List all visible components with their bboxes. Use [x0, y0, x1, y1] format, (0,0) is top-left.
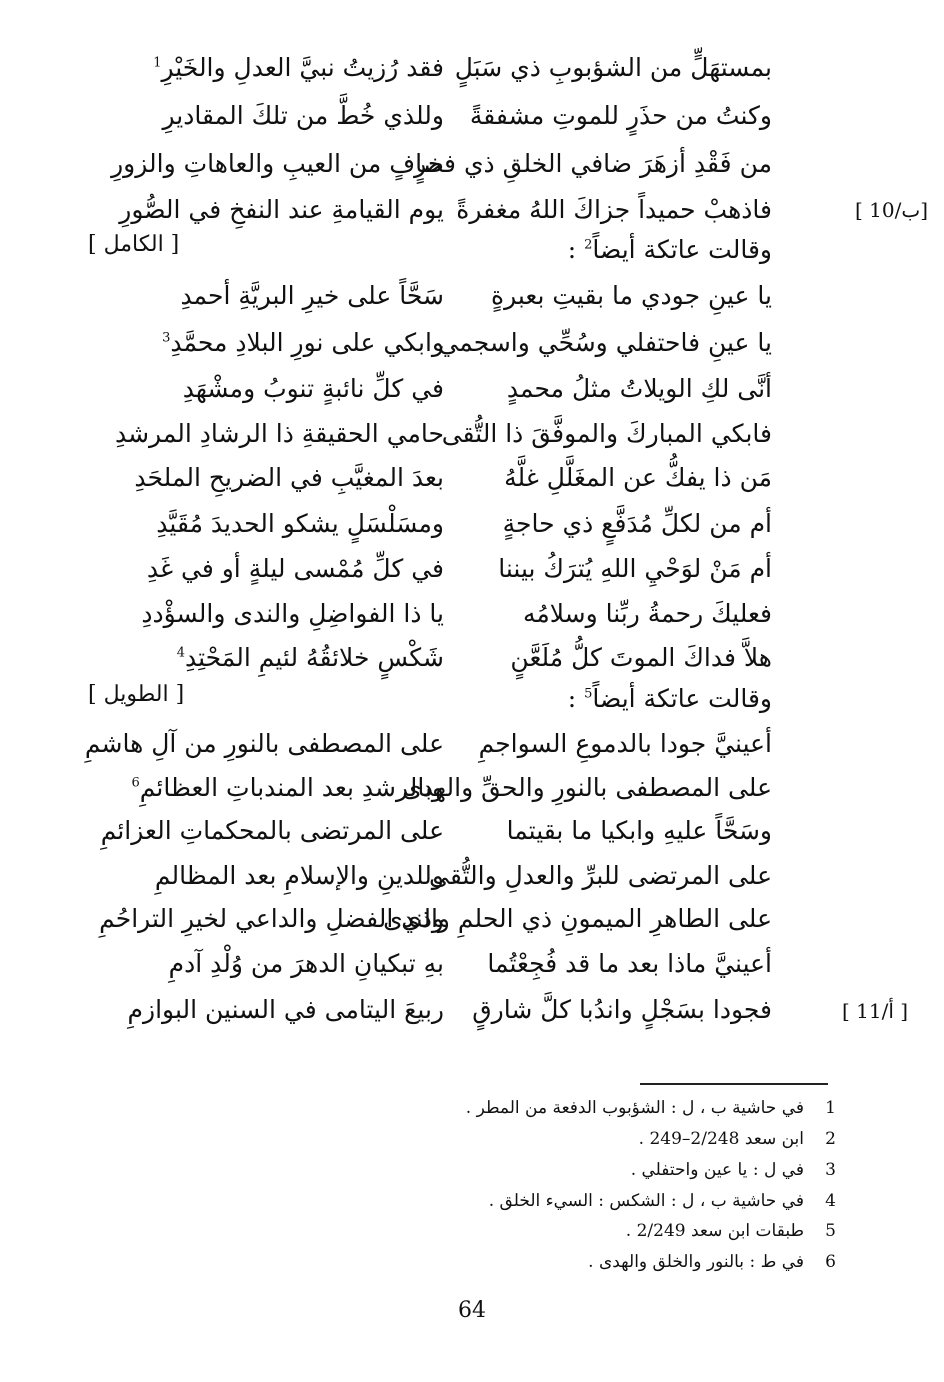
- verse-text: وابكي على نورِ البلادِ محمَّدِ: [170, 328, 444, 357]
- verse-right: فاذهبْ حميداً جزاكَ اللهُ مغفرةً: [456, 195, 772, 224]
- poem-intro: [568, 234, 772, 266]
- verse-right: وسَحَّاً عليهِ وابكيا ما بقيتما: [506, 816, 772, 845]
- verse-right: أعينيَّ ماذا بعد ما قد فُجِعْتُما: [487, 949, 772, 978]
- verse-left: ومسَلْسَلٍ يشكو الحديدَ مُقَيَّدِ: [156, 509, 444, 538]
- verse-text: شَكْسٍ خلائقُهُ لئيمِ المَحْتِدِ: [184, 643, 444, 672]
- folio-marker: [ 10/ب]: [855, 198, 928, 222]
- footnote-rule: [640, 1083, 828, 1085]
- verse-left: وذي الفضلِ والداعي لخيرِ التراحُمِ: [99, 904, 444, 933]
- footnote-number: 5: [825, 1221, 836, 1241]
- verse-text: وبالرشدِ بعد المندباتِ العظائمِ: [139, 773, 444, 802]
- verse-left: في كلِّ مُمْسى ليلةٍ أو في غَدِ: [146, 554, 444, 583]
- footnote-text: في حاشية ب ، ل : الشكس : السيء الخلق .: [488, 1191, 804, 1211]
- footnote-text: في ط : بالنور والخلق والهدى .: [588, 1252, 804, 1272]
- verse-left: على المصطفى بالنورِ من آلِ هاشمِ: [84, 729, 444, 758]
- verse-left: بهِ تبكيانِ الدهرَ من وُلْدِ آدمِ: [168, 949, 444, 978]
- footnote-number: 4: [825, 1191, 836, 1211]
- intro-text: وقالت عاتكة أيضاً: [592, 684, 772, 713]
- poem-intro: [568, 683, 772, 715]
- verse-right: فجودا بسَجْلٍ واندُبا كلَّ شارقٍ: [472, 995, 772, 1024]
- verse-left: حامي الحقيقةِ ذا الرشادِ المرشدِ: [114, 419, 444, 448]
- verse-left: وللدينِ والإسلامِ بعد المظالمِ: [154, 861, 444, 890]
- verse-right: أعينيَّ جودا بالدموعِ السواجمِ: [478, 729, 772, 758]
- footnote-ref: 4: [176, 645, 185, 661]
- verse-right: أنَّى لكِ الويلاتُ مثلُ محمدٍ: [506, 374, 772, 403]
- intro-colon: :: [567, 235, 585, 264]
- meter-label: [ الطويل ]: [88, 682, 185, 707]
- verse-left: صافٍ من العيبِ والعاهاتِ والزورِ: [111, 149, 444, 178]
- footnote-ref: 1: [153, 55, 162, 71]
- verse-left: بعدَ المغيَّبِ في الضريحِ الملحَدِ: [134, 463, 444, 492]
- intro-text: وقالت عاتكة أيضاً: [592, 235, 772, 264]
- footnote: [489, 1189, 836, 1213]
- verse-left: يا ذا الفواضِلِ والندى والسؤْددِ: [141, 599, 444, 628]
- footnote: [626, 1219, 836, 1243]
- page-number: 64: [458, 1298, 486, 1323]
- footnote: [466, 1096, 836, 1120]
- verse-left: [99, 772, 444, 804]
- verse-right: فعليكَ رحمةُ ربِّنا وسلامُه: [522, 599, 772, 628]
- footnote-number: 3: [825, 1160, 836, 1180]
- verse-right: وكنتُ من حذَرٍ للموتِ مشفقةً: [469, 101, 772, 130]
- footnote-ref: 5: [584, 686, 593, 702]
- footnote: [631, 1158, 836, 1182]
- footnote-text: في حاشية ب ، ل : الشؤبوب الدفعة من المطر .: [465, 1098, 804, 1118]
- footnote-text: ابن سعد 2/248–249 .: [638, 1129, 804, 1149]
- footnote: [639, 1127, 836, 1151]
- verse-left: [99, 642, 444, 674]
- footnote: [588, 1250, 836, 1274]
- verse-right: بمستهَلٍّ من الشؤبوبِ ذي سَبَلٍ: [454, 53, 772, 82]
- folio-marker: [ 11/أ ]: [842, 999, 909, 1023]
- verse-left: [99, 327, 444, 359]
- verse-right: من فَقْدِ أزهَرَ ضافي الخلقِ ذي فخرٍ: [414, 149, 772, 178]
- verse-right: هلاَّ فداكَ الموتَ كلُّ مُلَعَّنٍ: [510, 643, 772, 672]
- verse-left: على المرتضى بالمحكماتِ العزائمِ: [100, 816, 444, 845]
- footnote-ref: 3: [162, 330, 171, 346]
- verse-left: في كلِّ نائبةٍ تنوبُ ومشْهَدِ: [182, 374, 444, 403]
- intro-colon: :: [567, 684, 585, 713]
- footnote-number: 1: [825, 1098, 836, 1118]
- footnote-number: 6: [825, 1252, 836, 1272]
- verse-left: يوم القيامةِ عند النفخِ في الصُّورِ: [119, 195, 444, 224]
- verse-right: على المرتضى للبرِّ والعدلِ والتُّقى: [429, 861, 772, 890]
- meter-label: [ الكامل ]: [88, 232, 180, 257]
- verse-left: ربيعَ اليتامى في السنين البوازمِ: [127, 995, 444, 1024]
- verse-text: فقد رُزيتُ نبيَّ العدلِ والخَيْرِ: [161, 53, 444, 82]
- verse-right: مَن ذا يفكُّ عن المغَلَّلِ غلَّهُ: [504, 463, 772, 492]
- verse-right: أم من لكلِّ مُدَفَّعٍ ذي حاجةٍ: [502, 509, 772, 538]
- verse-left: [99, 52, 444, 84]
- verse-right: فابكي المباركَ والموفَّقَ ذا التُّقى: [441, 419, 772, 448]
- footnote-text: في ل : يا عين واحتفلي .: [630, 1160, 804, 1180]
- verse-left: وللذي خُطَّ من تلكَ المقاديرِ: [162, 101, 444, 130]
- footnote-number: 2: [825, 1129, 836, 1149]
- verse-right: أم مَنْ لوَحْيِ اللهِ يُترَكُ بيننا: [498, 554, 772, 583]
- verse-right: يا عينِ فاحتفلي وسُحِّي واسجمي: [438, 328, 772, 357]
- verse-right: على الطاهرِ الميمونِ ذي الحلمِ والندى: [383, 904, 772, 933]
- footnote-text: طبقات ابن سعد 2/249 .: [625, 1221, 804, 1241]
- footnote-ref: 2: [584, 237, 593, 253]
- verse-right: يا عينِ جودي ما بقيتِ بعبرةٍ: [490, 281, 772, 310]
- footnote-ref: 6: [131, 775, 140, 791]
- verse-left: سَحَّاً على خيرِ البريَّةِ أحمدِ: [180, 281, 444, 310]
- verse-right: على المصطفى بالنورِ والحقِّ والهدى: [402, 773, 772, 802]
